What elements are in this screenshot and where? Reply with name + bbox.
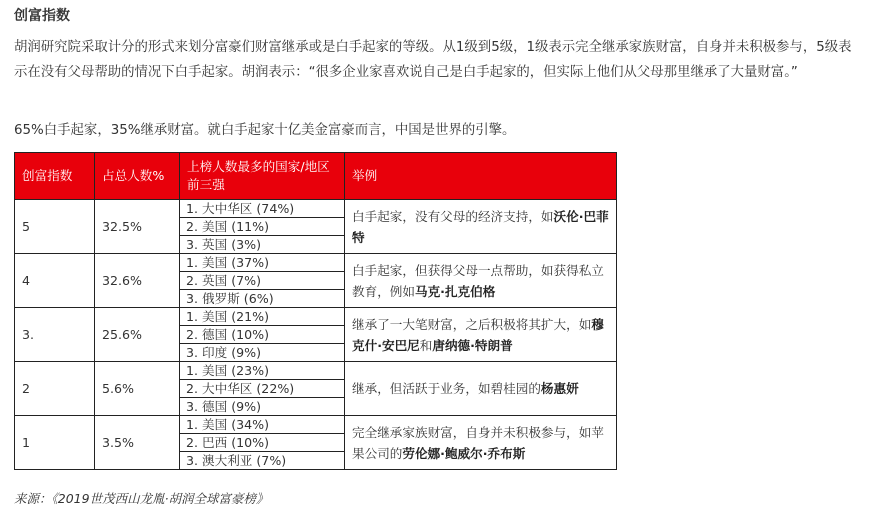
cell-percent: 32.5%	[95, 200, 180, 254]
section-heading: 创富指数	[14, 8, 70, 24]
cell-wealth-index: 3.	[15, 308, 95, 362]
cell-country: 3. 德国 (9%)	[180, 398, 345, 416]
cell-percent: 5.6%	[95, 362, 180, 416]
cell-country: 3. 英国 (3%)	[180, 236, 345, 254]
example-text: 完全继承家族财富，自身并未积极参与，如苹果公司的	[352, 424, 604, 461]
cell-example	[345, 200, 617, 254]
table-row	[15, 254, 617, 272]
table-row	[15, 416, 617, 434]
cell-example	[345, 416, 617, 470]
cell-country: 2. 巴西 (10%)	[180, 434, 345, 452]
intro-paragraph: 胡润研究院采取计分的形式来划分富豪们财富继承或是白手起家的等级。从1级到5级，1级表示完全继承家族财富，自身并未积极参与，5级表示在没有父母帮助的情况下白手起家。胡润表示：“很多企业家喜欢说自己是白手起家的，但实际上他们从父母那里继承了大量财富。”	[14, 40, 852, 80]
cell-country: 1. 美国 (34%)	[180, 416, 345, 434]
source-citation	[14, 489, 269, 507]
cell-country: 1. 美国 (23%)	[180, 362, 345, 380]
table-row	[15, 308, 617, 326]
cell-wealth-index: 5	[15, 200, 95, 254]
header-wealth-index: 创富指数	[15, 153, 95, 200]
table-row	[15, 200, 617, 218]
cell-example	[345, 362, 617, 416]
cell-country: 2. 美国 (11%)	[180, 218, 345, 236]
example-person-name: 马克·扎克伯格	[414, 283, 496, 299]
cell-percent: 32.6%	[95, 254, 180, 308]
wealth-index-table	[14, 152, 617, 470]
source-label: 来源：	[14, 491, 52, 506]
source-title: 《2019世茂西山龙胤·胡润全球富豪榜》	[51, 491, 269, 506]
cell-wealth-index: 4	[15, 254, 95, 308]
header-example: 举例	[345, 153, 617, 200]
example-text: 白手起家，没有父母的经济支持，如	[352, 208, 554, 224]
cell-example	[345, 308, 617, 362]
cell-country: 1. 美国 (37%)	[180, 254, 345, 272]
table-header-row	[15, 153, 617, 200]
cell-country: 2. 大中华区 (22%)	[180, 380, 345, 398]
cell-country: 3. 印度 (9%)	[180, 344, 345, 362]
header-top-countries: 上榜人数最多的国家/地区前三强	[180, 153, 345, 200]
cell-percent: 3.5%	[95, 416, 180, 470]
example-person-name: 杨惠妍	[540, 381, 579, 396]
example-text: 白手起家，但获得父母一点帮助，如获得私立教育，例如	[352, 262, 604, 299]
example-person-name: 劳伦娜·鲍威尔·乔布斯	[402, 445, 526, 461]
cell-country: 1. 美国 (21%)	[180, 308, 345, 326]
summary-paragraph: 65%白手起家，35%继承财富。就白手起家十亿美金富豪而言，中国是世界的引擎。	[14, 123, 516, 138]
example-person-name: 唐纳德·特朗普	[432, 337, 513, 353]
cell-country: 2. 英国 (7%)	[180, 272, 345, 290]
cell-wealth-index: 1	[15, 416, 95, 470]
cell-percent: 25.6%	[95, 308, 180, 362]
example-joiner: 和	[419, 337, 433, 353]
cell-country: 3. 俄罗斯 (6%)	[180, 290, 345, 308]
cell-example	[345, 254, 617, 308]
cell-wealth-index: 2	[15, 362, 95, 416]
header-percent: 占总人数%	[95, 153, 180, 200]
table-row	[15, 362, 617, 380]
table-body	[15, 200, 617, 470]
cell-country: 2. 德国 (10%)	[180, 326, 345, 344]
example-person-name: 穆克什·安巴尼	[352, 316, 604, 353]
example-person-name: 沃伦·巴菲特	[352, 208, 609, 245]
example-text: 继承了一大笔财富，之后积极将其扩大，如	[352, 316, 592, 332]
cell-country: 1. 大中华区 (74%)	[180, 200, 345, 218]
cell-country: 3. 澳大利亚 (7%)	[180, 452, 345, 470]
example-text: 继承，但活跃于业务，如碧桂园的	[352, 381, 541, 396]
